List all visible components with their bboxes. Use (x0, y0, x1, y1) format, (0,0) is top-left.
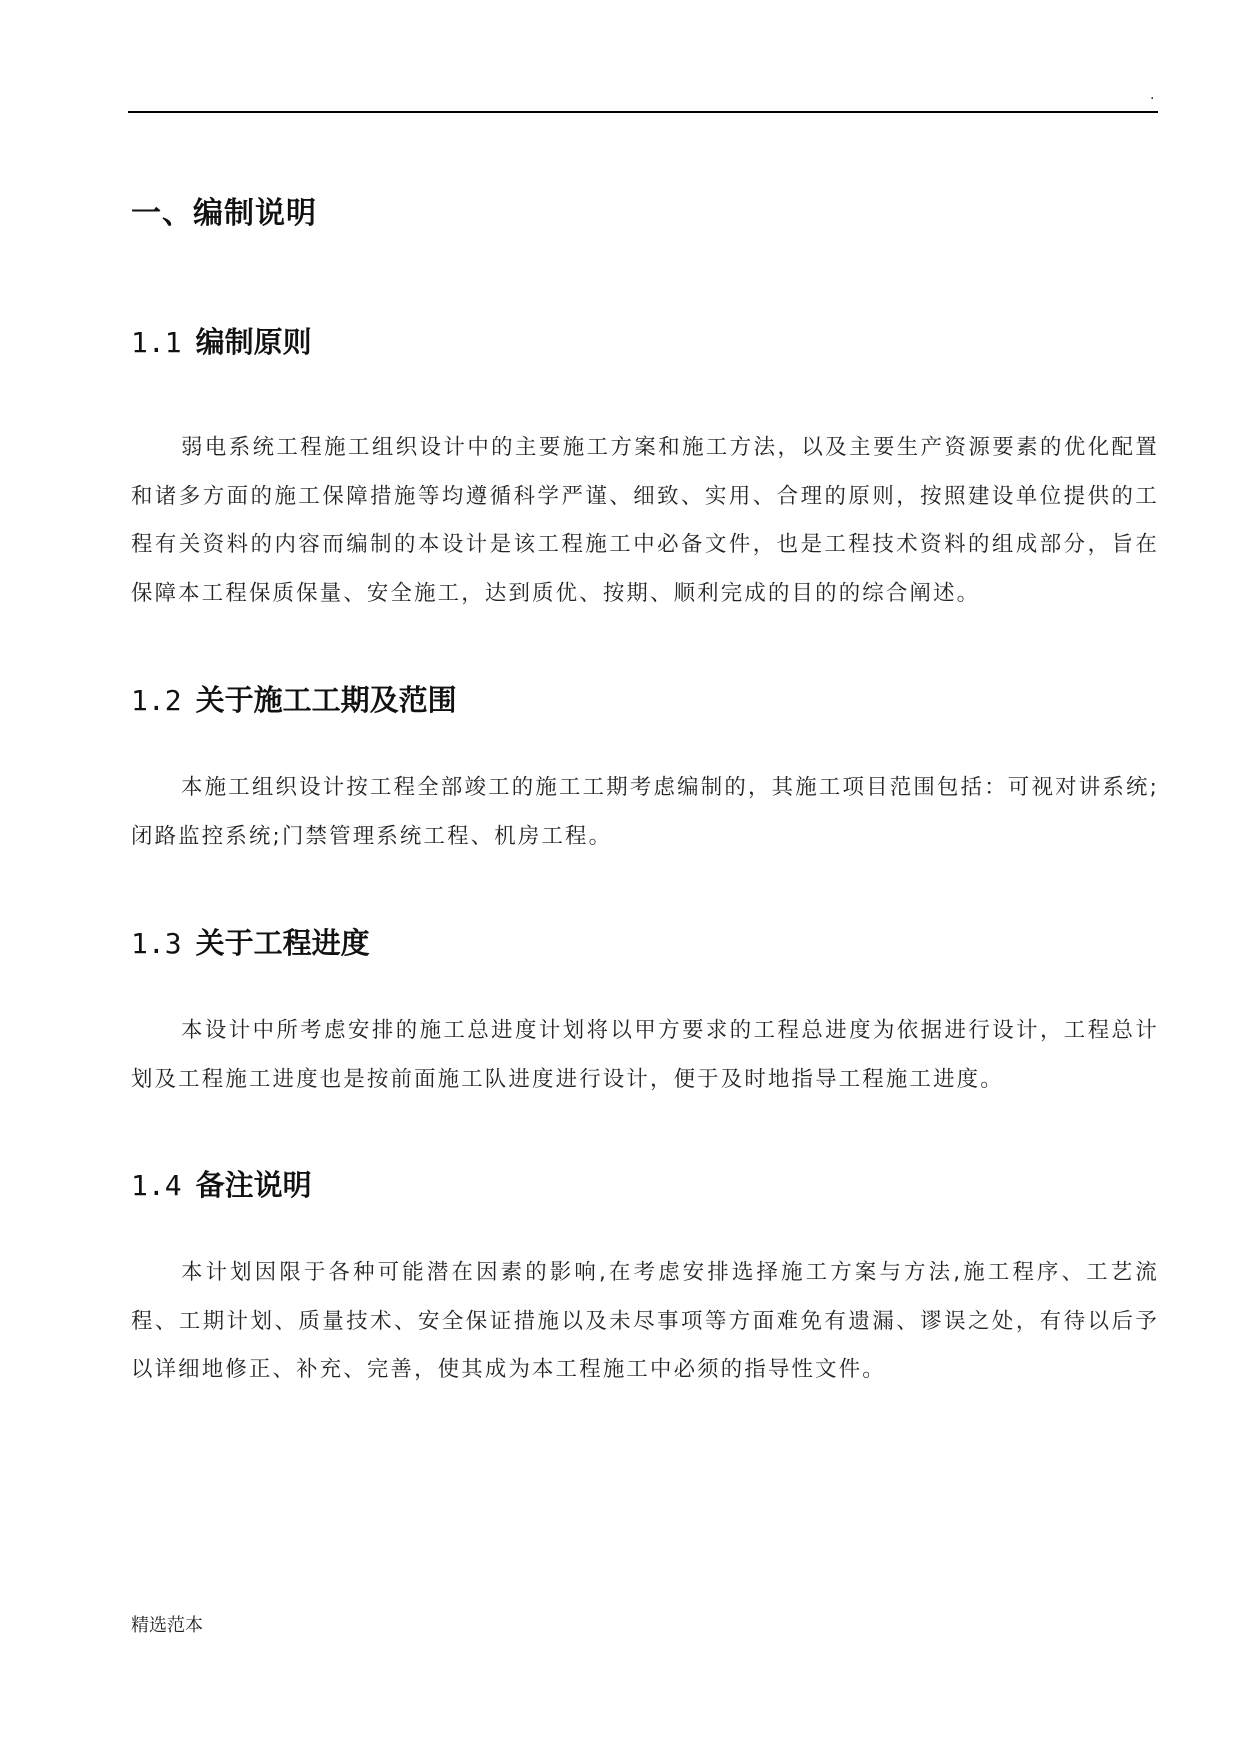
section-heading-1-1 (131, 322, 312, 363)
section-heading-1-4 (131, 1165, 312, 1206)
section-heading-1-3 (131, 923, 370, 964)
section-title: 编制原则 (195, 325, 312, 359)
section-title: 关于施工工期及范围 (195, 683, 457, 717)
section-paragraph-1-4: 本计划因限于各种可能潜在因素的影响,在考虑安排选择施工方案与方法,施工程序、工艺流程、工期计划、质量技术、安全保证措施以及未尽事项等方面难免有遗漏、谬误之处，有待以后予以详细地修正、补充、完善，使其成为本工程施工中必须的指导性文件。 (131, 1260, 1159, 1382)
section-number: 1.3 (131, 927, 182, 960)
footer-text: 精选范本 (131, 1615, 203, 1636)
section-number: 1.2 (131, 684, 182, 717)
header-mark: . (1150, 87, 1155, 103)
section-number: 1.4 (131, 1169, 182, 1202)
section-paragraph-1-2: 本施工组织设计按工程全部竣工的施工工期考虑编制的，其施工项目范围包括：可视对讲系统;闭路监控系统;门禁管理系统工程、机房工程。 (131, 775, 1159, 849)
section-paragraph-1-3: 本设计中所考虑安排的施工总进度计划将以甲方要求的工程总进度为依据进行设计，工程总计划及工程施工进度也是按前面施工队进度进行设计，便于及时地指导工程施工进度。 (131, 1018, 1159, 1092)
header-rule (128, 111, 1158, 113)
page-title: 一、编制说明 (131, 196, 317, 231)
section-number: 1.1 (131, 326, 182, 359)
section-paragraph-1-1: 弱电系统工程施工组织设计中的主要施工方案和施工方法，以及主要生产资源要素的优化配置和诸多方面的施工保障措施等均遵循科学严谨、细致、实用、合理的原则，按照建设单位提供的工程有关资料的内容而编制的本设计是该工程施工中必备文件，也是工程技术资料的组成部分，旨在保障本工程保质保量、安全施工，达到质优、按期、顺利完成的目的的综合阐述。 (131, 435, 1159, 606)
section-heading-1-2 (131, 680, 457, 721)
section-title: 备注说明 (195, 1168, 312, 1202)
section-title: 关于工程进度 (195, 926, 370, 960)
